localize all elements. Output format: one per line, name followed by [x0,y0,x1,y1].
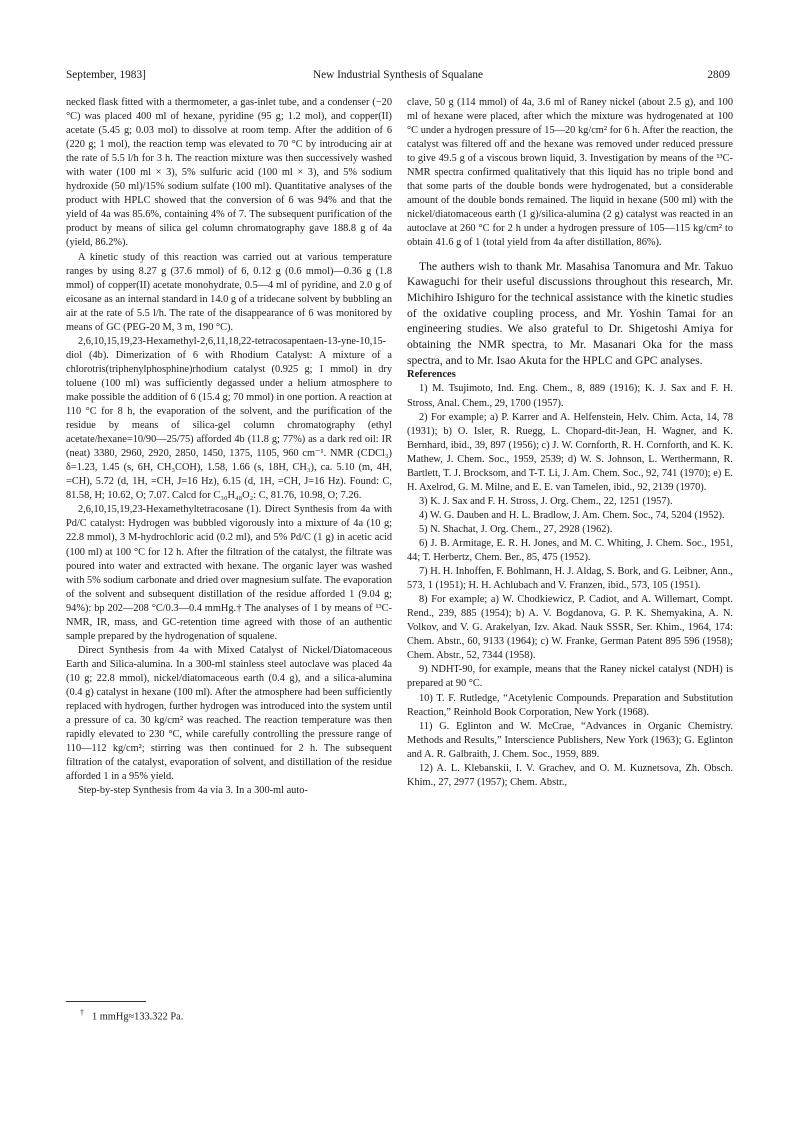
paragraph: 2,6,10,15,19,23-Hexamethyl-2,6,11,18,22-tetracosapentaen-13-yne-10,15-diol (4b). Dimerization of 6 with Rhodium Catalyst: A mixture of a chlorotris(triphenylphosphine)rhodium catalyst (0.925 g; 1 mmol) in dry toluene (100 ml) was sufficiently degassed under a helium atmosphere to make possible the addition of 6 (15.4 g; 70 mmol) in one portion. A reaction at 110 °C for 8 h, the evaporation of the solvent, and the purification of the residue by means of silica-gel column chromatography (ethyl acetate/hexane=10/90—25/75) afforded 4b (11.8 g; 77%) as a dark red oil: IR (neat) 3380, 2960, 2920, 2850, 1450, 1375, 1105, 960 cm⁻¹. NMR (CDCl₃) δ=1.23, 1.45 (s, 6H, CH₃COH), 1.58, 1.66 (s, 18H, CH₃), ca. 5.10 (m, 4H, =CH), 5.72 (d, 1H, =CH, J=16 Hz), 6.15 (d, 1H, =CH, J=16 Hz). Found: C, 81.58, H; 10.62, O; 7.07. Calcd for C₃₀H₄₈O₂: C, 81.76, 10.98, O; 7.26. [66,335,392,502]
footnote-text: 1 mmHg≈133.322 Pa. [92,1011,184,1023]
paragraph: necked flask fitted with a thermometer, a gas-inlet tube, and a condenser (−20 °C) was placed 400 ml of hexane, pyridine (95 g; 1.2 mol), and copper(II) acetate (5.45 g; 0.03 mol) to dissolve at room temp. After the addition of 6 (220 g; 1 mol), the reaction temp was elevated to 70 °C by introducing air at the rate of 5.5 l/h for 3 h. The reaction mixture was then successively washed with water (100 ml × 3), 5% sulfuric acid (100 ml × 3), and 5% sodium hydroxide (50 ml)/15% sodium sulfate (100 ml). Quantitative analyses of the product with HPLC showed that the conversion of 6 was 94% and that the yield of 4a was 85.6%, containing 4% of 7. The subsequent purification of the product by means of silica gel column chromatography gave 188.8 g of 4a (yield, 86.2%). [66,97,392,249]
running-title: New Industrial Synthesis of Squalane [312,69,484,81]
paragraph: Direct Synthesis from 4a with Mixed Catalyst of Nickel/Diatomaceous Earth and Silica-alumina. In a 300-ml stainless steel autoclave was placed 4a (10 g; 22.8 mmol), nickel/diatomaceous earth (0.4 g), and a silica-alumina (0.4 g) catalyst in hexane (100 ml). After the atmosphere had been sufficiently replaced with hydrogen, further hydrogen was introduced into the system until a pressure of ca. 30 kg/cm² was reached. The reaction temperature was then rapidly elevated to 230 °C, while carefully controlling the pressure range of 110—112 kg/cm²; stirring was then continued for 2 h. The subsequent filtration of the catalyst, evaporation of solvent, and distillation of the residue afforded 1 in a 95% yield. [66,644,392,783]
footnote-rule [66,1001,146,1002]
page-header [66,69,730,85]
issue-date: September, 1983] [66,69,146,81]
reference-item: 7) H. H. Inhoffen, F. Bohlmann, H. J. Aldag, S. Bork, and G. Leibner, Ann., 573, 1 (1951); H. H. Achlubach and V. Franzen, ibid., 573, 105 (1951). [407,566,733,592]
reference-item: 4) W. G. Dauben and H. L. Bradlow, J. Am. Chem. Soc., 74, 5204 (1952). [419,509,725,521]
reference-item: 3) K. J. Sax and F. H. Stross, J. Org. Chem., 22, 1251 (1957). [419,495,673,507]
left-column [66,96,392,798]
reference-item: 5) N. Shachat, J. Org. Chem., 27, 2928 (1962). [419,523,613,535]
footnote [80,1008,183,1022]
dagger-mark: † [80,1008,84,1017]
reference-item: 6) J. B. Armitage, E. R. H. Jones, and M. C. Whiting, J. Chem. Soc., 1951, 44; T. Herbertz, Chem. Ber., 85, 475 (1952). [407,538,733,564]
references-heading: References [407,369,456,381]
references-list [407,382,733,789]
paragraph: clave, 50 g (114 mmol) of 4a, 3.6 ml of Raney nickel (about 2.5 g), and 100 ml of hexane were placed, after which the mixture was hydrogenated at 100 °C under a hydrogen pressure of 15—20 kg/cm² for 6 h. After the reaction, the catalyst was filtered off and the hexane was removed under reduced pressure to give 49.5 g of a viscous brown liquid, 3. Investigation by means of the ¹³C-NMR spectra confirmed qualitatively that this liquid has no triple bond and that some parts of the double bonds were hydrogenated, but a considerable amount of the double bonds remained. The liquid in hexane (500 ml) with the nickel/diatomaceous earth (1 g)/silica-alumina (2 g) catalyst was reacted in an autoclave at 260 °C for 2 h under a hydrogen pressure of 105—115 kg/cm² to obtain 41.6 g of 1 (total yield from 4a after distillation, 86%). [407,97,733,249]
reference-item: 1) M. Tsujimoto, Ind. Eng. Chem., 8, 889 (1916); K. J. Sax and F. H. Stross, Anal. Chem., 29, 1700 (1957). [407,383,733,409]
paragraph: Step-by-step Synthesis from 4a via 3. In a 300-ml auto- [78,785,308,797]
right-column [407,96,733,790]
page-number: 2809 [707,69,730,81]
paragraph: 2,6,10,15,19,23-Hexamethyltetracosane (1). Direct Synthesis from 4a with Pd/C catalyst: Hydrogen was bubbled vigorously into a mixture of 4a (10 g; 22.8 mmol), 3 M-hydrochloric acid (0.2 ml), and 5% Pd/C (1 g) in acetic acid (100 ml) at 100 °C for 12 h. After the filtration of the catalyst, the filtrate was poured into water and extracted with hexane. The organic layer was washed with 5% sodium carbonate and dried over magnesium sulfate. The evaporation of the solvent and subsequent distillation of the residue afforded 1 (9.04 g; 94%): bp 202—208 °C/0.3—0.4 mmHg.† The analyses of 1 by means of ¹³C-NMR, IR, mass, and GC-retention time agreed with those of an authentic sample prepared by the hydrogenation of squalene. [66,504,392,642]
reference-item: 10) T. F. Rutledge, “Acetylenic Compounds. Preparation and Substitution Reaction,” Reinhold Book Corporation, New York (1968). [407,692,733,718]
reference-item: 11) G. Eglinton and W. McCrae, “Advances in Organic Chemistry. Methods and Results,” Interscience Publishers, New York (1963); G. Eglinton and A. R. Galbraith, J. Chem. Soc., 1959, 889. [407,720,733,760]
acknowledgement: The authers wish to thank Mr. Masahisa Tanomura and Mr. Takuo Kawaguchi for their useful discussions throughout this research, Mr. Michihiro Ishiguro for the technical assistance with the kinetic studies of the oxidative coupling process, and Mr. Yoshin Tamai for an engineering studies. We also grateful to Dr. Shigetoshi Amiya for obtaining the NMR spectra, to Mr. Masanari Oka for the mass spectra, and to Mr. Isao Akuta for the HPLC and GPC analyses. [407,259,733,367]
reference-item: 8) For example; a) W. Chodkiewicz, P. Cadiot, and A. Willemart, Compt. Rend., 239, 885 (1954); b) A. V. Bogdanova, G. P. K. Shemyakina, A. N. Volkov, and V. G. Arakelyan, Izv. Akad. Nauk SSSR, Ser. Khim., 1964, 174: Chem. Abstr., 60, 9133 (1964); c) W. Franke, German Patent 895 596 (1958); Chem. Abstr., 52, 7344 (1958). [407,594,733,662]
reference-item: 9) NDHT-90, for example, means that the Raney nickel catalyst (NDH) is prepared at 90 °C. [407,664,733,690]
reference-item: 2) For example; a) P. Karrer and A. Helfenstein, Helv. Chim. Acta, 14, 78 (1931); b) O. Isler, R. Ruegg, L. Chopard-dit-Jean, H. Wagner, and K. Bernhard, ibid., 39, 897 (1956); c) J. W. Cornforth, R. H. Cornforth, and K. K. Mathew, J. Chem. Soc., 1959, 2539; d) W. S. Johnson, L. Werthermann, R. Bartlett, T. J. Brocksom, and T-T. Li, J. Am. Chem. Soc., 92, 741 (1970); e) E. H. Axelrod, G. M. Milne, and E. E. van Tamelen, ibid., 92, 2139 (1970). [407,411,733,493]
reference-item: 12) A. L. Klebanskii, I. V. Grachev, and O. M. Kuznetsova, Zh. Obsch. Khim., 27, 2977 (1957); Chem. Abstr., [407,762,733,788]
paragraph: A kinetic study of this reaction was carried out at various temperature ranges by using 8.27 g (37.6 mmol) of 6, 0.12 g (0.6 mmol)—0.36 g (1.8 mmol) of copper(II) acetate monohydrate, 0.5—4 ml of pyridine, and 2.0 g of eicosane as an internal standard in 14.0 g of a tridecane solvent by bubbling an air at the rate of 5.5 l/h. The rate of the disappearance of 6 was monitored by means of GC (PEG-20 M, 3 m, 190 °C). [66,251,393,333]
